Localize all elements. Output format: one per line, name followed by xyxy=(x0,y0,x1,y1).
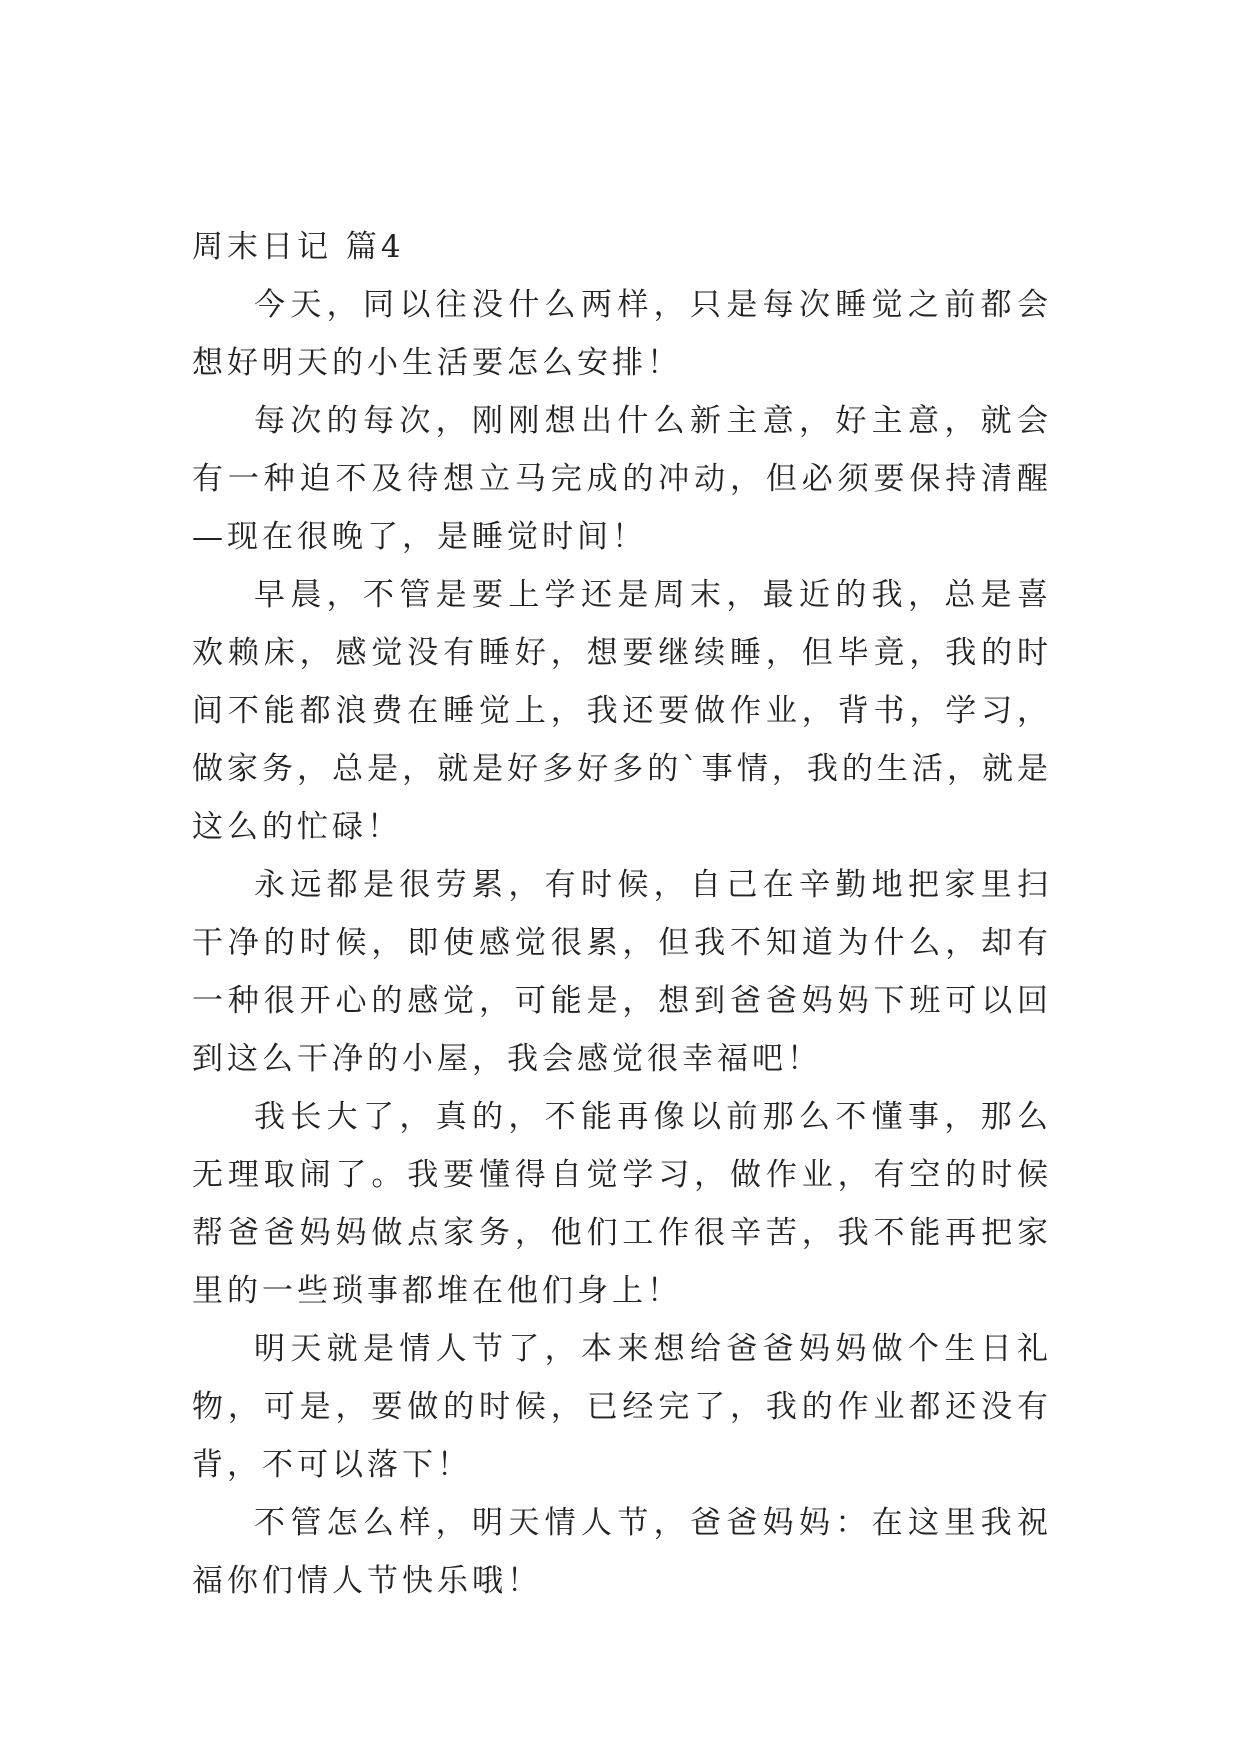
paragraph: 永远都是很劳累，有时候，自己在辛勤地把家里扫干净的时候，即使感觉很累，但我不知道为什么，却有一种很开心的感觉，可能是，想到爸爸妈妈下班可以回到这么干净的小屋，我会感觉很幸福吧！ xyxy=(192,867,1052,1077)
paragraph: 不管怎么样，明天情人节，爸爸妈妈：在这里我祝福你们情人节快乐哦！ xyxy=(192,1505,1052,1599)
paragraph: 明天就是情人节了，本来想给爸爸妈妈做个生日礼物，可是，要做的时候，已经完了，我的作业都还没有背，不可以落下！ xyxy=(192,1331,1052,1483)
paragraph: 每次的每次，刚刚想出什么新主意，好主意，就会有一种迫不及待想立马完成的冲动，但必须要保持清醒—现在很晚了，是睡觉时间！ xyxy=(192,403,1052,555)
paragraph: 今天，同以往没什么两样，只是每次睡觉之前都会想好明天的小生活要怎么安排！ xyxy=(192,287,1052,381)
paragraph: 早晨，不管是要上学还是周末，最近的我，总是喜欢赖床，感觉没有睡好，想要继续睡，但毕竟，我的时间不能都浪费在睡觉上，我还要做作业，背书，学习，做家务，总是，就是好多好多的`事情，我的生活，就是这么的忙碌！ xyxy=(192,577,1052,845)
paragraph: 我长大了，真的，不能再像以前那么不懂事，那么无理取闹了。我要懂得自觉学习，做作业，有空的时候帮爸爸妈妈做点家务，他们工作很辛苦，我不能再把家里的一些琐事都堆在他们身上！ xyxy=(192,1099,1052,1309)
document-title: 周末日记 篇4 xyxy=(192,229,405,265)
document-body xyxy=(192,218,1052,1610)
